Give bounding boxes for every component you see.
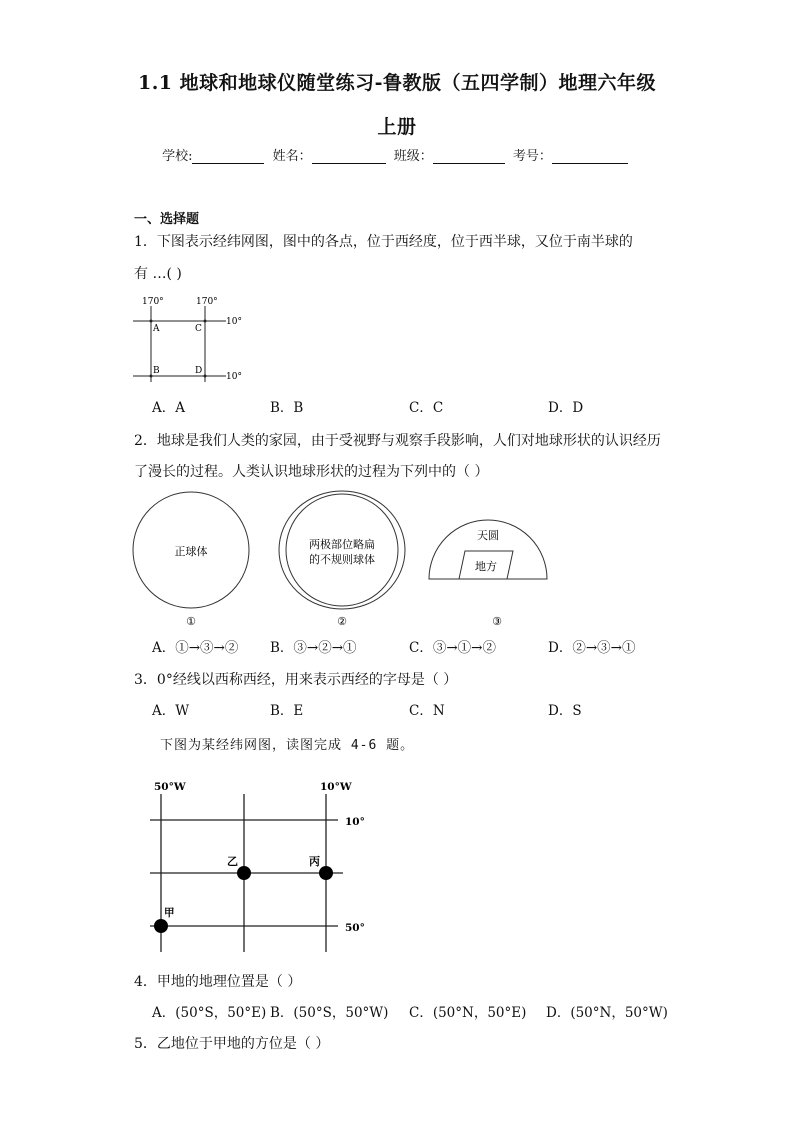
- q1-lon-label-right: 170°: [196, 297, 218, 307]
- label-bing: 丙: [309, 855, 320, 868]
- q5-stem: 5．乙地位于甲地的方位是（ ）: [134, 1036, 330, 1052]
- q3-option-c[interactable]: C．N: [409, 703, 445, 719]
- q4-stem: 4．甲地的地理位置是（ ）: [134, 974, 302, 990]
- q1-stem-line2: 有 …( ): [134, 266, 182, 282]
- exam-blank[interactable]: [552, 149, 628, 164]
- q4-option-b[interactable]: B．(50°S，50°W): [270, 1005, 389, 1021]
- irregular-sphere-label-1: 两极部位略扁: [309, 538, 375, 551]
- q4-option-d[interactable]: D．(50°N，50°W): [546, 1005, 668, 1021]
- q1-lon-label-left: 170°: [142, 297, 164, 307]
- q1-label-b: B: [153, 366, 160, 376]
- point-jia: [154, 919, 168, 933]
- point-bing: [319, 866, 333, 880]
- q1-label-a: A: [153, 324, 160, 334]
- section-heading: 一、选择题: [134, 212, 200, 227]
- q1-point-a: [150, 320, 153, 323]
- q3-option-b[interactable]: B．E: [270, 703, 304, 719]
- exam-label: 考号：: [512, 149, 552, 164]
- earth-label: 地方: [475, 560, 497, 573]
- q1-grid-figure: [130, 292, 250, 387]
- q4-option-a[interactable]: A．(50°S，50°E): [152, 1005, 267, 1021]
- school-label: 学校:: [162, 149, 193, 164]
- name-blank[interactable]: [312, 149, 386, 164]
- q1-option-c[interactable]: C．C: [409, 400, 444, 416]
- figure-num-1: ①: [186, 615, 196, 628]
- figure-num-3: ③: [492, 615, 502, 628]
- q2-stem-line1: 2．地球是我们人类的家园，由于受视野与观察手段影响，人们对地球形状的认识经历: [134, 433, 661, 449]
- q1-stem-line1: 1．下图表示经纬网图，图中的各点，位于西经度，位于西半球，又位于南半球的: [134, 234, 633, 250]
- page-title-line2: 上册: [377, 116, 417, 138]
- label-jia: 甲: [164, 907, 175, 919]
- q1-label-d: D: [195, 366, 203, 376]
- school-blank[interactable]: [192, 149, 264, 164]
- q3-option-a[interactable]: A．W: [152, 703, 190, 719]
- q2-option-c[interactable]: C．③→①→②: [409, 640, 496, 656]
- student-info-line: [0, 145, 794, 164]
- figure-num-2: ②: [337, 615, 347, 628]
- q3-stem: 3．0°经线以西称西经，用来表示西经的字母是（ ）: [134, 672, 458, 688]
- grid-map-figure: [140, 772, 380, 957]
- q2-stem-line2: 了漫长的过程。人类认识地球形状的过程为下列中的（ ）: [134, 464, 489, 480]
- q3-option-d[interactable]: D．S: [548, 703, 582, 719]
- q2-option-d[interactable]: D．②→③→①: [548, 640, 636, 656]
- lat-label-50: 50°: [345, 922, 365, 934]
- q1-option-b[interactable]: B．B: [270, 400, 304, 416]
- q1-option-a[interactable]: A．A: [152, 400, 185, 416]
- q2-option-b[interactable]: B．③→②→①: [270, 640, 357, 656]
- page-title: 1.1 地球和地球仪随堂练习-鲁教版（五四学制）地理六年级: [137, 72, 657, 94]
- q1-label-c: C: [195, 324, 202, 334]
- point-yi: [237, 866, 251, 880]
- irregular-sphere-label-2: 的不规则球体: [309, 553, 375, 566]
- label-yi: 乙: [227, 855, 238, 868]
- q2-option-a[interactable]: A．①→③→②: [152, 640, 239, 656]
- sky-label: 天圆: [477, 529, 499, 542]
- sphere-label: 正球体: [174, 545, 208, 558]
- lon-label-50w: 50°W: [154, 781, 186, 793]
- q2-figure: [128, 488, 558, 630]
- instruction-note: 下图为某经纬网图，读图完成 4-6 题。: [160, 738, 415, 753]
- q1-lat-label-top: 10°: [226, 317, 242, 327]
- name-label: 姓名：: [272, 149, 312, 164]
- q1-lat-label-bottom: 10°: [226, 372, 242, 382]
- q1-point-c: [204, 320, 207, 323]
- lat-label-10: 10°: [345, 816, 365, 828]
- lon-label-10w: 10°W: [320, 781, 352, 793]
- class-blank[interactable]: [433, 149, 505, 164]
- q1-option-d[interactable]: D．D: [548, 400, 584, 416]
- q4-option-c[interactable]: C．(50°N，50°E): [409, 1005, 527, 1021]
- class-label: 班级：: [393, 149, 433, 164]
- q1-point-d: [204, 375, 207, 378]
